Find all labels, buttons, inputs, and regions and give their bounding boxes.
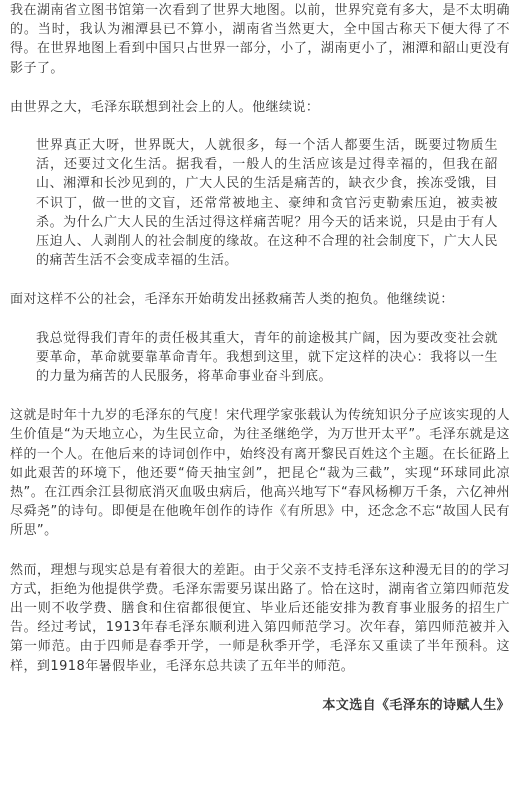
paragraph-nineteen-year-old: 这就是时年十九岁的毛泽东的气度！宋代理学家张载认为传统知识分子应该实现的人生价值是“为天地立心，为生民立命，为往圣继绝学，为万世开太平”。毛泽东就是这样的一个人。在他后来的诗词创作中，始终没有离开黎民百姓这个主题。在长征路上如此艰苦的环境下，他还要“倚天抽宝剑”，把昆仑“裁为三截”，实现“环球同此凉热”。在江西余江县彻底消灭血吸虫病后，他高兴地写下“春风杨柳万千条，六亿神州尽舜尧”的诗句。即便是在他晚年创作的诗作《有所思》中，还念念不忘“故国人民有所思”。	[10, 408, 510, 539]
article-source: 本文选自《毛泽东的诗赋人生》	[322, 697, 510, 713]
paragraph-transition-ambition: 面对这样不公的社会，毛泽东开始萌发出拯救痛苦人类的抱负。他继续说：	[10, 292, 454, 308]
paragraph-normal-school: 然而，理想与现实总是有着很大的差距。由于父亲不支持毛泽东这种漫无目的的学习方式，拒绝为他提供学费。毛泽东需要另谋出路了。恰在这时，湖南省立第四师范发出一则不收学费、膳食和住宿都很便宜、毕业后还能安排为教育事业服务的招生广告。经过考试，1913年春毛泽东顺利进入第四师范学习。次年春，第四师范被并入第一师范。由于四师是春季开学，一师是秋季开学，毛泽东又重读了半年预科。这样，到1918年暑假毕业，毛泽东总共读了五年半的师范。	[10, 562, 510, 674]
paragraph-transition-society: 由世界之大，毛泽东联想到社会上的人。他继续说：	[10, 99, 320, 115]
quote-youth-responsibility: 我总觉得我们青年的责任极其重大，青年的前途极其广阔，因为要改变社会就要革命，革命就要靠革命青年。我想到这里，就下定这样的决心：我将以一生的力量为痛苦的人民服务，将革命事业奋斗到底。	[10, 329, 510, 387]
quote-world-is-big: 世界真正大呀，世界既大，人就很多，每一个活人都要生活，既要过物质生活，还要过文化生活。据我看，一般人的生活应该是过得幸福的，但我在韶山、湘潭和长沙见到的，广大人民的生活是痛苦的，缺衣少食，挨冻受饿，目不识丁，做一世的文盲，还常常被地主、豪绅和贪官污吏勒索压迫，被卖被杀。为什么广大人民的生活过得这样痛苦呢？用今天的话来说，只是由于有人压迫人、人剥削人的社会制度的缘故。在这种不合理的社会制度下，广大人民的痛苦生活不会变成幸福的生活。	[10, 136, 510, 270]
paragraph-library-map: 我在湖南省立图书馆第一次看到了世界大地图。以前，世界究竟有多大，是不太明确的。当时，我认为湘潭县已不算小，湖南省当然更大，全中国古称天下便大得了不得。在世界地图上看到中国只占世界一部分，小了，湖南更小了，湘潭和韶山更没有影子了。	[10, 3, 510, 76]
